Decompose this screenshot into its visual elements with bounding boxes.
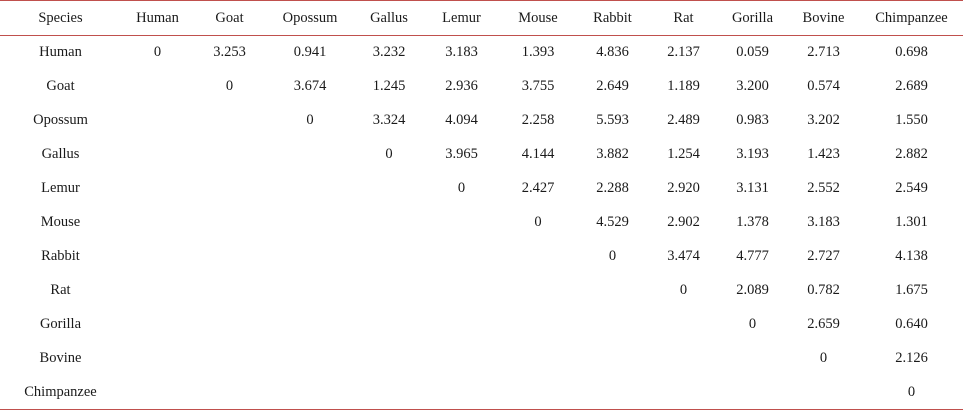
table-cell: 4.777 (736, 248, 769, 264)
table-cell (194, 308, 265, 342)
table-cell: 4.138 (895, 248, 928, 264)
table-cell (194, 206, 265, 240)
table-cell (787, 376, 860, 410)
table-cell (265, 240, 355, 274)
table-cell: 1.301 (895, 214, 928, 230)
table-cell: 0 (748, 316, 757, 332)
row-species-label: Human (39, 44, 82, 61)
table-cell (355, 206, 423, 240)
table-cell (265, 308, 355, 342)
table-cell (718, 376, 787, 410)
table-cell: 2.902 (667, 214, 700, 230)
table-cell: 0 (679, 282, 688, 298)
header-gorilla: Gorilla (718, 1, 787, 36)
table-cell (423, 376, 500, 410)
row-species-label: Rat (50, 282, 71, 298)
table-cell (265, 138, 355, 172)
table-cell: 0 (153, 44, 162, 61)
table-cell (500, 240, 576, 274)
header-row (0, 1, 963, 36)
table-cell: 4.836 (596, 44, 629, 61)
table-cell: 2.713 (807, 44, 840, 61)
table-cell: 2.258 (521, 112, 555, 128)
table-cell (355, 342, 423, 376)
table-row (0, 240, 963, 274)
table-cell: 0 (306, 112, 314, 128)
table-cell: 4.529 (596, 214, 629, 230)
table-cell: 0 (225, 78, 234, 94)
table-cell: 0 (819, 350, 828, 366)
table-cell (121, 240, 194, 274)
table-row (0, 70, 963, 104)
header-species: Species (0, 1, 121, 36)
row-species-label: Opossum (33, 112, 88, 128)
table-cell: 3.674 (293, 78, 327, 94)
table-cell (355, 240, 423, 274)
table-cell: 1.189 (667, 78, 700, 94)
table-body (0, 36, 963, 410)
table-cell (194, 376, 265, 410)
table-cell: 0 (385, 146, 393, 162)
row-species-label: Bovine (39, 350, 82, 366)
table-cell: 3.183 (445, 44, 478, 61)
table-cell: 3.202 (807, 112, 840, 128)
header-rat: Rat (649, 1, 718, 36)
header-lemur: Lemur (423, 1, 500, 36)
table-row (0, 104, 963, 138)
table-cell: 3.474 (667, 248, 700, 264)
table-cell (423, 240, 500, 274)
table-cell (355, 376, 423, 410)
table-cell (576, 274, 649, 308)
header-human: Human (121, 1, 194, 36)
row-species-label: Rabbit (41, 248, 80, 264)
table-cell: 3.324 (372, 112, 406, 128)
table-row (0, 342, 963, 376)
table-cell (265, 172, 355, 206)
header-gallus: Gallus (355, 1, 423, 36)
table-cell (121, 308, 194, 342)
table-cell: 0 (608, 248, 617, 264)
table-cell: 3.253 (213, 44, 246, 61)
table-cell: 2.489 (667, 112, 700, 128)
table-cell: 3.232 (372, 44, 406, 61)
table-row (0, 36, 963, 70)
table-cell (500, 274, 576, 308)
table-cell: 4.144 (521, 146, 555, 162)
row-species-label: Goat (46, 78, 75, 94)
table-cell (423, 342, 500, 376)
table-cell: 3.882 (596, 146, 629, 162)
table-cell (423, 308, 500, 342)
row-species-label: Gallus (41, 146, 80, 162)
table-cell: 1.393 (521, 44, 555, 61)
table-cell (576, 376, 649, 410)
table-cell: 0 (457, 180, 466, 196)
table-cell (355, 172, 423, 206)
table-cell (121, 104, 194, 138)
table-cell: 3.183 (807, 214, 840, 230)
table-cell (649, 342, 718, 376)
table-cell: 2.089 (736, 282, 769, 298)
table-cell (355, 274, 423, 308)
table-cell (265, 342, 355, 376)
table-cell: 2.137 (667, 44, 700, 61)
table-cell (194, 172, 265, 206)
table-cell: 1.245 (372, 78, 406, 94)
table-cell (576, 342, 649, 376)
table-cell: 0.574 (807, 78, 840, 94)
table-cell (265, 376, 355, 410)
table-cell: 5.593 (596, 112, 629, 128)
table-cell: 2.649 (596, 78, 629, 94)
table-cell: 0.640 (895, 316, 928, 332)
table-cell (500, 342, 576, 376)
table-cell (121, 70, 194, 104)
table-cell: 3.193 (736, 146, 769, 162)
table-cell (121, 138, 194, 172)
table-row (0, 376, 963, 410)
row-species-label: Mouse (40, 214, 81, 230)
header-mouse: Mouse (500, 1, 576, 36)
table-cell (194, 342, 265, 376)
table-cell (265, 274, 355, 308)
table-cell (718, 342, 787, 376)
table-cell (265, 206, 355, 240)
table-cell: 2.936 (445, 78, 478, 94)
table-cell: 1.378 (736, 214, 769, 230)
table-cell: 2.552 (807, 180, 840, 196)
table-cell: 4.094 (445, 112, 478, 128)
table-cell: 0.059 (736, 44, 769, 61)
table-cell (121, 342, 194, 376)
table-row (0, 206, 963, 240)
table-cell (500, 376, 576, 410)
table-cell (121, 172, 194, 206)
table-cell: 0 (534, 214, 542, 230)
row-species-label: Chimpanzee (0, 376, 121, 410)
table-row (0, 274, 963, 308)
table-cell: 0.983 (736, 112, 769, 128)
table-cell (194, 240, 265, 274)
table-cell: 0 (860, 376, 963, 410)
table-row (0, 172, 963, 206)
table-cell (194, 104, 265, 138)
table-cell (194, 138, 265, 172)
table-cell: 3.755 (521, 78, 555, 94)
table-cell: 2.288 (596, 180, 629, 196)
table-cell: 0.941 (293, 44, 327, 61)
table-cell: 1.254 (667, 146, 700, 162)
header-goat: Goat (194, 1, 265, 36)
table-cell: 3.200 (736, 78, 769, 94)
table-cell (576, 308, 649, 342)
table-cell: 2.920 (667, 180, 700, 196)
table-cell: 2.882 (895, 146, 928, 162)
table-cell (355, 308, 423, 342)
table-cell: 2.689 (895, 78, 928, 94)
header-bovine: Bovine (787, 1, 860, 36)
table-cell: 1.550 (895, 112, 928, 128)
table-cell: 3.131 (736, 180, 769, 196)
table-cell (649, 376, 718, 410)
table-cell: 0.782 (807, 282, 840, 298)
table-cell (121, 206, 194, 240)
table-cell (649, 308, 718, 342)
table-cell (423, 274, 500, 308)
table-cell: 1.675 (895, 282, 928, 298)
table-cell (121, 274, 194, 308)
row-species-label: Lemur (41, 180, 80, 196)
table-cell: 2.126 (895, 350, 928, 366)
row-species-label: Gorilla (39, 316, 82, 332)
header-chimpanzee: Chimpanzee (860, 1, 963, 36)
table-cell: 0.698 (895, 44, 928, 61)
table-cell (423, 206, 500, 240)
header-opossum: Opossum (265, 1, 355, 36)
table-cell: 3.965 (445, 146, 478, 162)
table-cell: 2.659 (807, 316, 840, 332)
header-rabbit: Rabbit (576, 1, 649, 36)
table-row (0, 308, 963, 342)
table-cell (500, 308, 576, 342)
table-cell: 2.427 (521, 180, 555, 196)
table-cell: 2.549 (895, 180, 928, 196)
table-row (0, 138, 963, 172)
table-cell (121, 376, 194, 410)
table-cell: 2.727 (807, 248, 840, 264)
table-cell (194, 274, 265, 308)
table-cell: 1.423 (807, 146, 840, 162)
